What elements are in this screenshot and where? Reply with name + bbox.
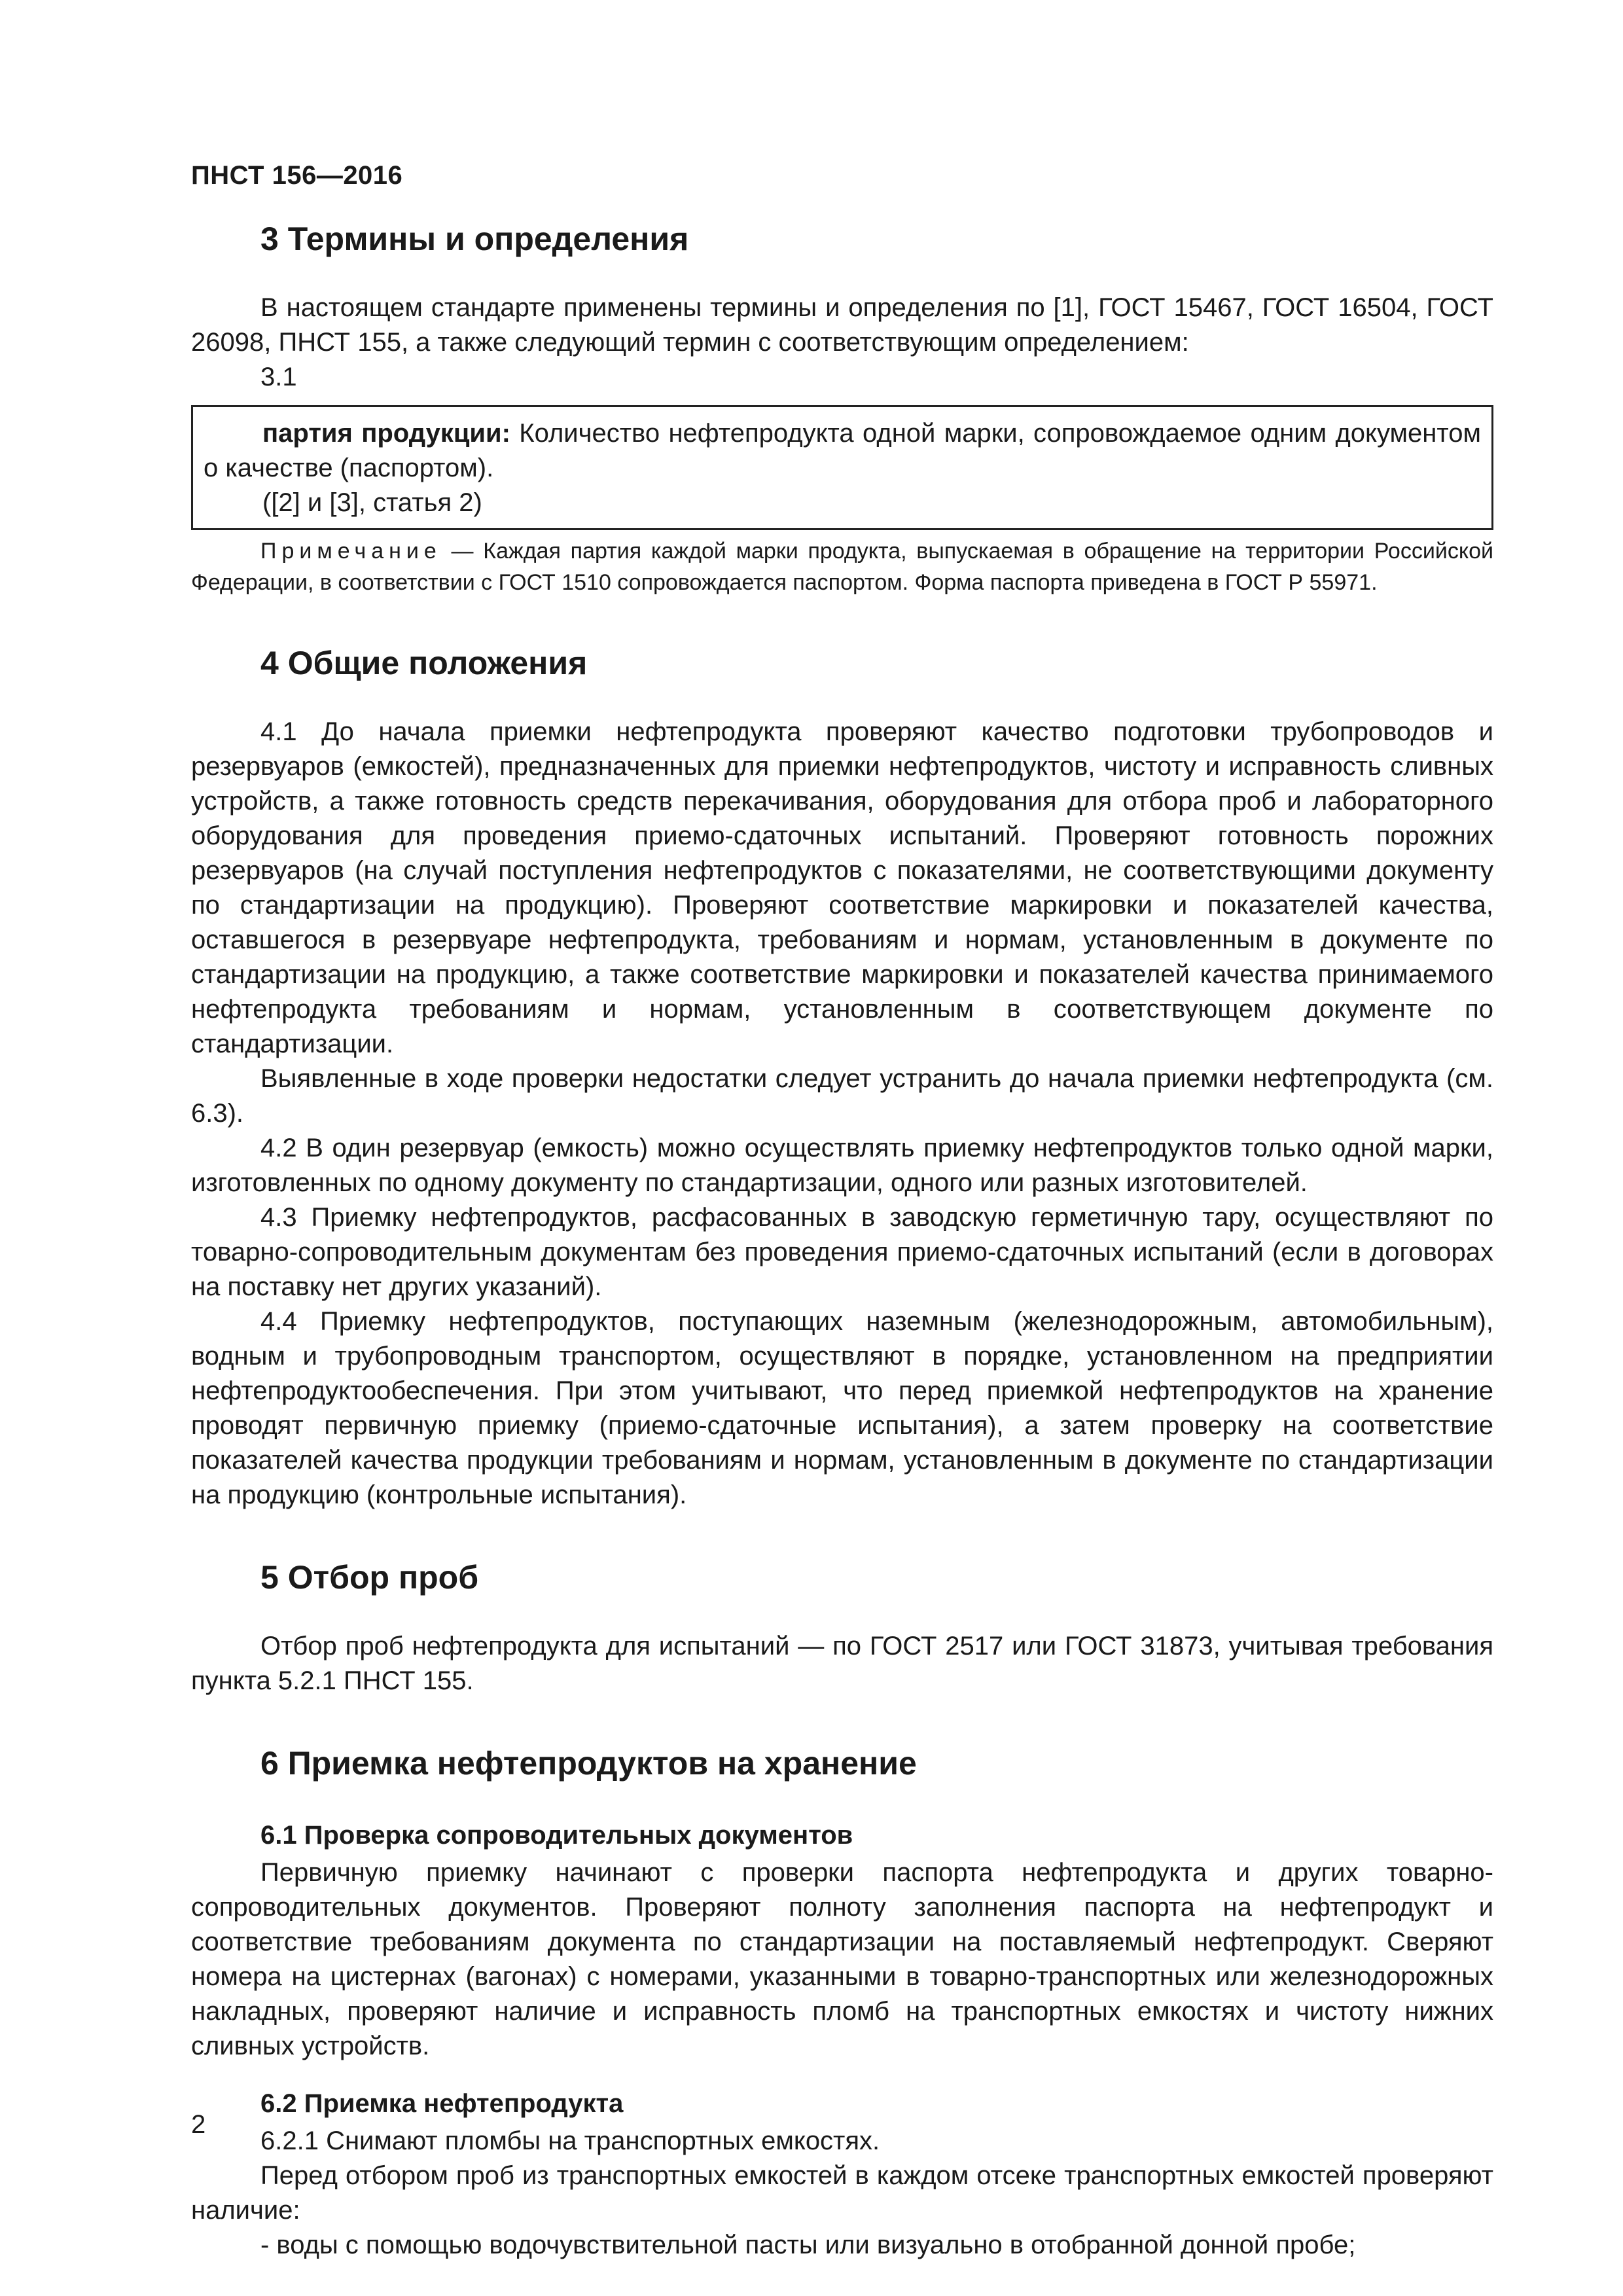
section-4-title: 4 Общие положения bbox=[260, 645, 588, 681]
subsection-6-1-title: 6.1 Проверка сопроводительных документов bbox=[260, 1821, 853, 1850]
term-definition-box bbox=[191, 405, 1493, 530]
paragraph-4-1: 4.1 До начала приемки нефтепродукта проверяют качество подготовки трубопроводов и резервуаров (емкостей), предназначенных для приемки нефтепродуктов, чистоту и исправность сливных устройств, а также готовность средств перекачивания, оборудования для отбора проб и лабораторного оборудования для проведения приемо-сдаточных испытаний. Проверяют готовность порожних резервуаров (на случай поступления нефтепродуктов с показателями, не соответствующими документу по стандартизации на продукцию). Проверяют соответствие маркировки и показателей качества, оставшегося в резервуаре нефтепродукта, требованиям и нормам, установленным в документе по стандартизации на продукцию, а также соответствие маркировки и показателей качества принимаемого нефтепродукта требованиям и нормам, установленным в соответствующем документе по стандартизации. bbox=[191, 717, 1493, 1058]
term-source: ([2] и [3], статья 2) bbox=[262, 488, 482, 517]
paragraph-4-4: 4.4 Приемку нефтепродуктов, поступающих наземным (железнодорожным, автомобильным), водным и трубопроводным транспортом, осуществляют в порядке, установленном на предприятии нефтепродуктообеспечения. При этом учитывают, что перед приемкой нефтепродуктов на хранение проводят первичную приемку (приемо-сдаточные испытания), а затем проверку на соответствие показателей качества продукции требованиям и нормам, установленным в документе по стандартизации на продукцию (контрольные испытания). bbox=[191, 1307, 1493, 1509]
list-item: - воды с помощью водочувствительной пасты или визуально в отобранной донной пробе; bbox=[260, 2231, 1356, 2259]
section-3-title: 3 Термины и определения bbox=[260, 221, 689, 257]
section-3-intro: В настоящем стандарте применены термины и определения по [1], ГОСТ 15467, ГОСТ 16504, ГОСТ 26098, ПНСТ 155, а также следующий термин с соответствующим определением: bbox=[191, 293, 1493, 357]
page-number: 2 bbox=[191, 2110, 206, 2139]
document-code: ПНСТ 156—2016 bbox=[191, 161, 403, 190]
note bbox=[191, 535, 1493, 598]
paragraph-4-1-cont: Выявленные в ходе проверки недостатки следует устранить до начала приемки нефтепродукта (см. 6.3). bbox=[191, 1064, 1493, 1128]
paragraph-4-3: 4.3 Приемку нефтепродуктов, расфасованных в заводскую герметичную тару, осуществляют по товарно-сопроводительным документам без проведения приемо-сдаточных испытаний (если в договорах на поставку нет других указаний). bbox=[191, 1203, 1493, 1301]
subsection-6-2-title: 6.2 Приемка нефтепродукта bbox=[260, 2089, 624, 2118]
note-text: — Каждая партия каждой марки продукта, выпускаемая в обращение на территории Российской Федерации, в соответствии с ГОСТ 1510 сопровождается паспортом. Форма паспорта приведена в ГОСТ Р 55971. bbox=[191, 539, 1493, 595]
paragraph-4-2: 4.2 В один резервуар (емкость) можно осуществлять приемку нефтепродуктов только одной марки, изготовленных по одному документу по стандартизации, одного или разных изготовителей. bbox=[191, 1134, 1493, 1197]
section-5-title: 5 Отбор проб bbox=[260, 1559, 479, 1596]
term-definition-text: Количество нефтепродукта одной марки, сопровождаемое одним документом о качестве (паспортом). bbox=[204, 419, 1481, 482]
term-name: партия продукции: bbox=[262, 419, 510, 448]
term-number: 3.1 bbox=[260, 363, 297, 391]
term-definition bbox=[204, 416, 1481, 486]
paragraph-6-1: Первичную приемку начинают с проверки паспорта нефтепродукта и других товарно-сопроводительных документов. Проверяют полноту заполнения паспорта на нефтепродукт и соответствие требованиям документа по стандартизации на поставляемый нефтепродукт. Сверяют номера на цистернах (вагонах) с номерами, указанными в товарно-транспортных или железнодорожных накладных, проверяют наличие и исправность пломб на транспортных емкостях и чистоту нижних сливных устройств. bbox=[191, 1858, 1493, 2060]
note-label: Примечание bbox=[260, 539, 442, 564]
paragraph-6-2-1-cont: Перед отбором проб из транспортных емкостей в каждом отсеке транспортных емкостей проверяют наличие: bbox=[191, 2161, 1493, 2225]
paragraph-6-2-1: 6.2.1 Снимают пломбы на транспортных емкостях. bbox=[260, 2126, 880, 2155]
paragraph-5: Отбор проб нефтепродукта для испытаний — по ГОСТ 2517 или ГОСТ 31873, учитывая требования пункта 5.2.1 ПНСТ 155. bbox=[191, 1632, 1493, 1695]
document-body bbox=[191, 216, 1493, 2263]
section-6-title: 6 Приемка нефтепродуктов на хранение bbox=[260, 1745, 917, 1782]
